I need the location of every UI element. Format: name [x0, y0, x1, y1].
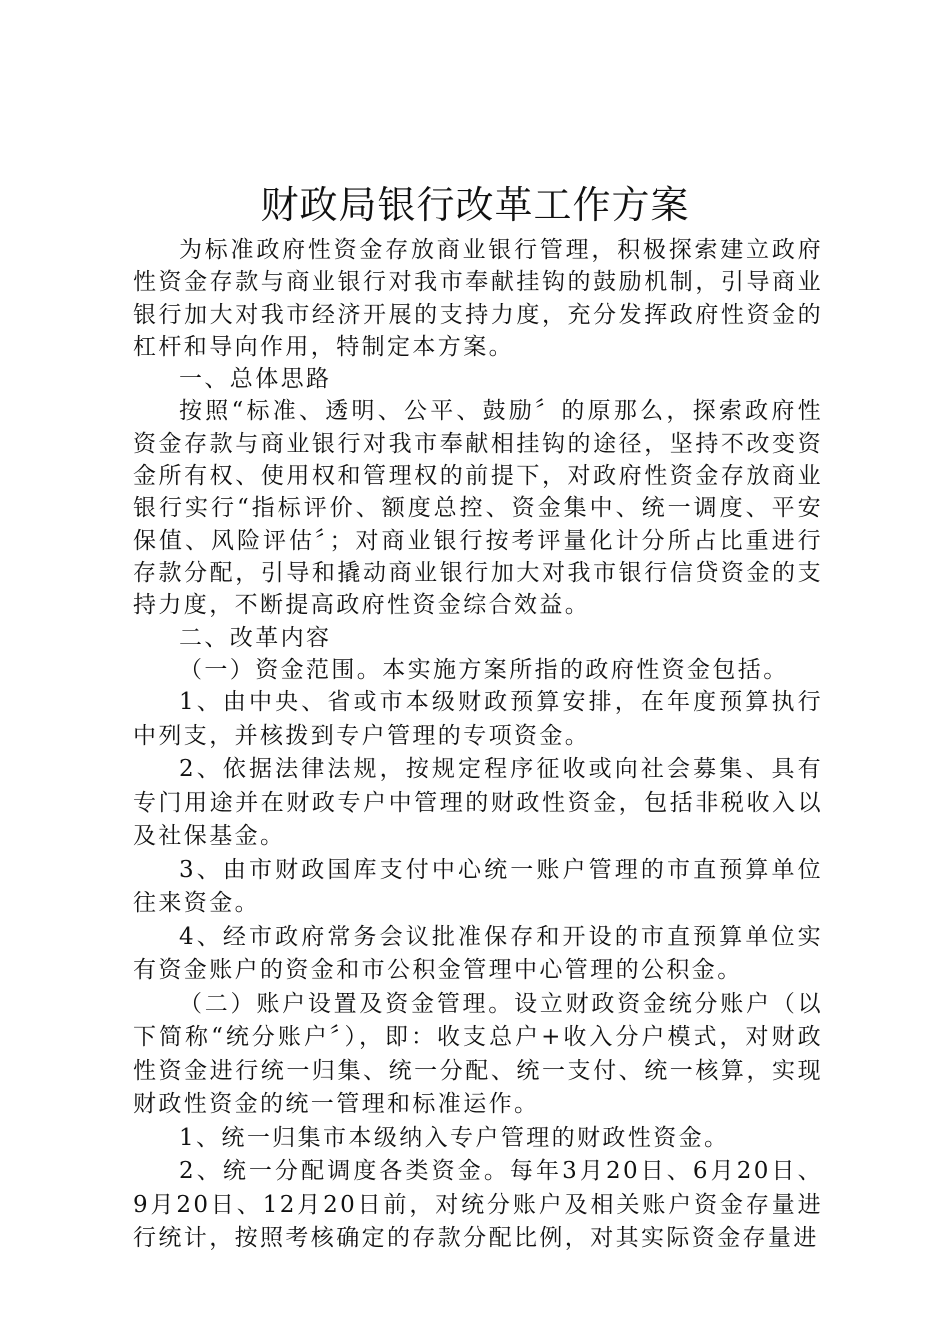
- subsection-account-setup: （二）账户设置及资金管理。设立财政资金统分账户（以下简称“统分账户〞），即：收支总户+收入分户模式，对财政性资金进行统一归集、统一分配、统一支付、统一核算，实现财政性资金的统一管理和标准运作。: [133, 990, 823, 1118]
- overall-approach-paragraph: 按照“标准、透明、公平、鼓励〞的原那么，探索政府性资金存款与商业银行对我市奉献相挂钩的途径，坚持不改变资金所有权、使用权和管理权的前提下，对政府性资金存放商业银行实行“指标评价、额度总控、资金集中、统一调度、平安保值、风险评估〞；对商业银行按考评量化计分所占比重进行存款分配，引导和撬动商业银行加大对我市银行信贷资金的支持力度，不断提高政府性资金综合效益。: [133, 398, 823, 619]
- document-body: [133, 234, 823, 1256]
- document-title: 财政局银行改革工作方案: [260, 183, 690, 227]
- fund-scope-item-1: 1、由中央、省或市本级财政预算安排，在年度预算执行中列支，并核拨到专户管理的专项资金。: [133, 689, 823, 749]
- account-item-2: 2、统一分配调度各类资金。每年3月20日、6月20日、9月20日、12月20日前，对统分账户及相关账户资金存量进行统计，按照考核确定的存款分配比例，对其实际资金存量进: [133, 1158, 823, 1252]
- intro-paragraph: 为标准政府性资金存放商业银行管理，积极探索建立政府性资金存款与商业银行对我市奉献挂钩的鼓励机制，引导商业银行加大对我市经济开展的支持力度，充分发挥政府性资金的杠杆和导向作用，特制定本方案。: [133, 237, 823, 360]
- fund-scope-item-2: 2、依据法律法规，按规定程序征收或向社会募集、具有专门用途并在财政专户中管理的财政性资金，包括非税收入以及社保基金。: [133, 756, 823, 850]
- fund-scope-item-4: 4、经市政府常务会议批准保存和开设的市直预算单位实有资金账户的资金和市公积金管理中心管理的公积金。: [133, 923, 823, 984]
- subsection-fund-scope: （一）资金范围。本实施方案所指的政府性资金包括。: [179, 656, 789, 683]
- account-item-1: 1、统一归集市本级纳入专户管理的财政性资金。: [179, 1124, 730, 1151]
- section-heading-overall-approach: 一、总体思路: [179, 366, 332, 393]
- section-heading-reform-content: 二、改革内容: [179, 624, 332, 651]
- fund-scope-item-3: 3、由市财政国库支付中心统一账户管理的市直预算单位往来资金。: [133, 856, 823, 917]
